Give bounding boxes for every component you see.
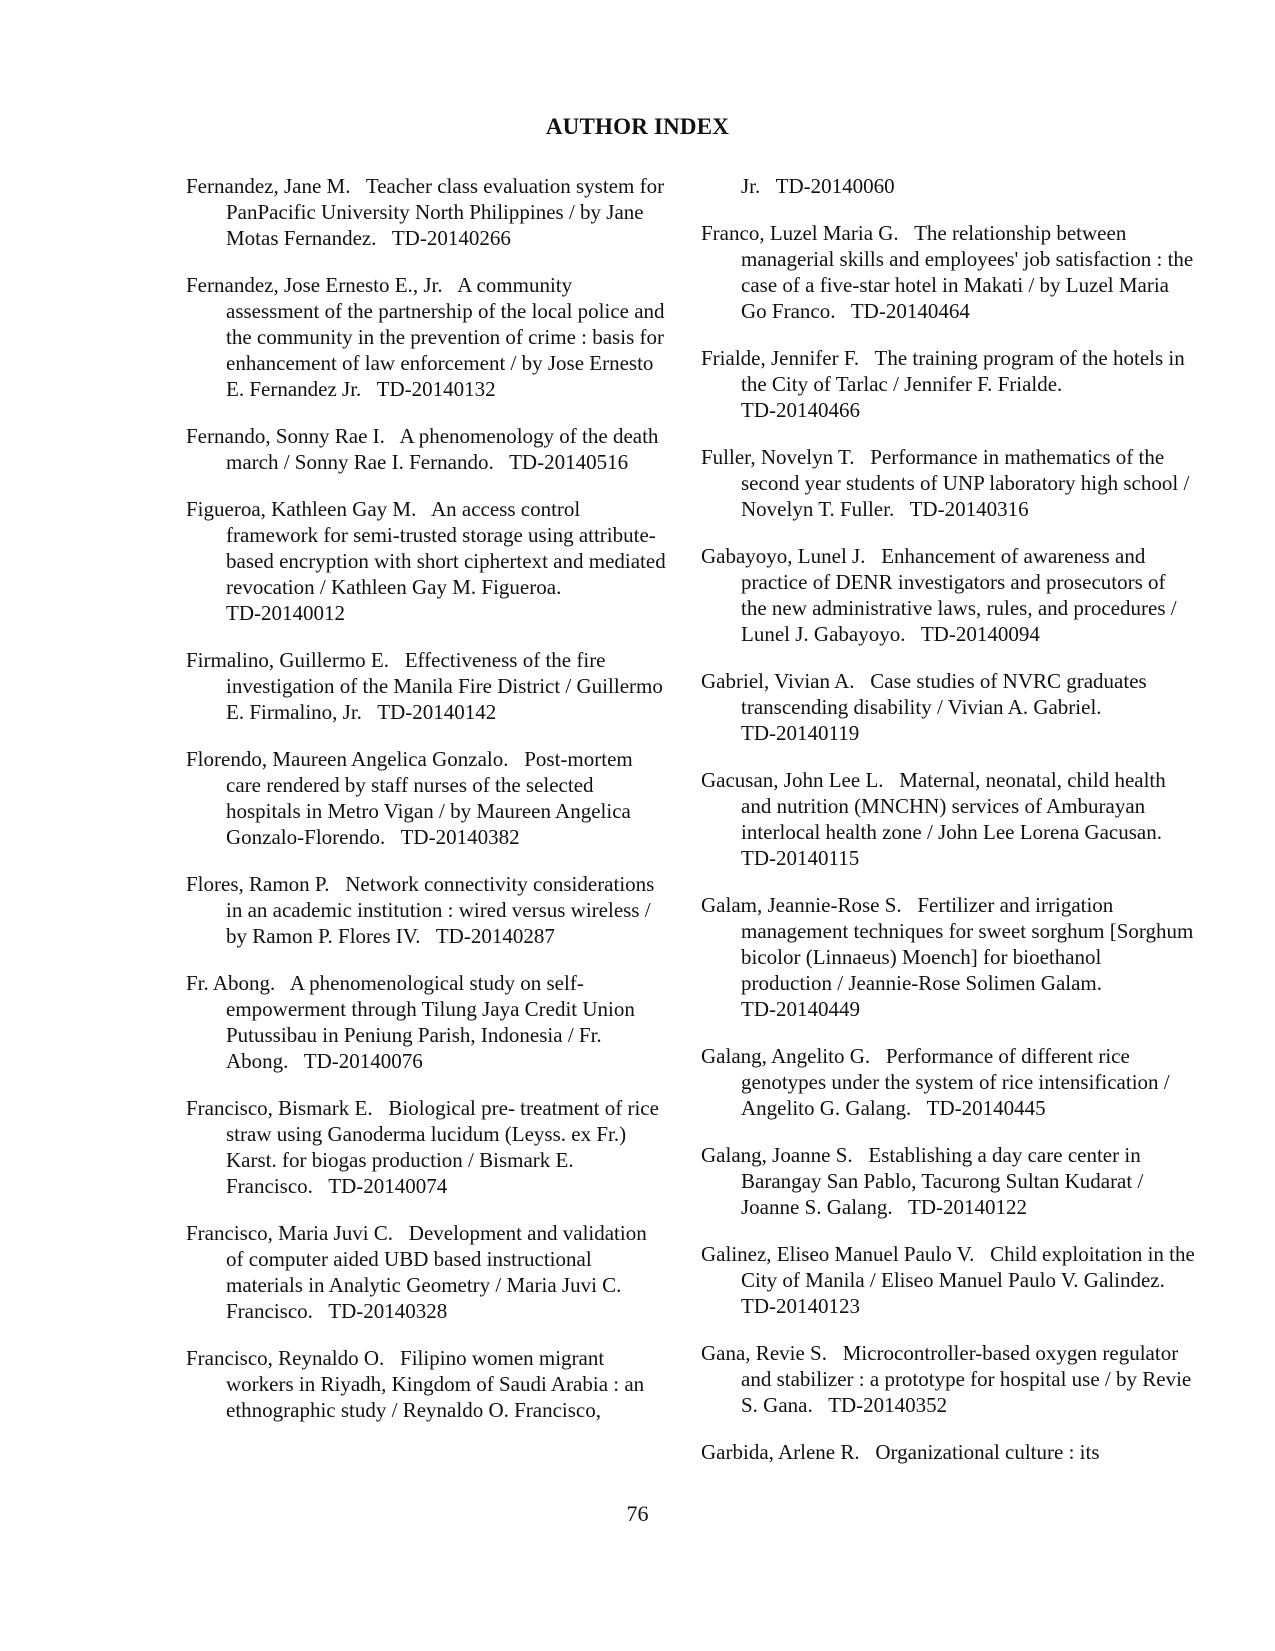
entry-title: The relationship between managerial skills and employees' job satisfaction : the case of a five-star hotel in Makati / by Luzel Maria Go Franco. <box>741 221 1194 323</box>
entry-author: Frialde, Jennifer F. <box>701 346 860 370</box>
entry-title: Enhancement of awareness and practice of DENR investigators and prosecutors of the new administrative laws, rules, and procedures / Lunel J. Gabayoyo. <box>741 544 1177 646</box>
index-entry <box>701 1241 1196 1319</box>
entry-code: TD-20140122 <box>908 1195 1028 1219</box>
page-number: 76 <box>626 1501 649 1526</box>
entry-code: TD-20140012 <box>226 601 345 625</box>
entry-author: Galang, Angelito G. <box>701 1044 871 1068</box>
index-entry <box>186 746 666 850</box>
entry-title: A community assessment of the partnership of the local police and the community in the prevention of crime : basis for enhancement of law enforcement / by Jose Ernesto E. Fernandez Jr. <box>226 273 665 401</box>
entry-code: TD-20140449 <box>741 997 860 1021</box>
entry-title: Organizational culture : its <box>875 1440 1100 1464</box>
index-entry <box>701 1043 1196 1121</box>
entry-code: TD-20140123 <box>741 1294 860 1318</box>
entry-code: TD-20140074 <box>328 1174 448 1198</box>
entry-author: Gana, Revie S. <box>701 1341 827 1365</box>
entry-title: An access control framework for semi-trusted storage using attribute-based encryption with short ciphertext and mediated revocation / Kathleen Gay M. Figueroa. <box>226 497 666 599</box>
entry-author: Gabriel, Vivian A. <box>701 669 855 693</box>
index-entry <box>186 871 666 949</box>
entry-author: Galam, Jeannie-Rose S. <box>701 893 902 917</box>
entry-author: Fernandez, Jose Ernesto E., Jr. <box>186 273 443 297</box>
entry-author: Francisco, Reynaldo O. <box>186 1346 385 1370</box>
entry-code: TD-20140382 <box>400 825 520 849</box>
entry-code: TD-20140316 <box>909 497 1029 521</box>
entry-title: Network connectivity considerations in an academic institution : wired versus wireless / by Ramon P. Flores IV. <box>226 872 655 948</box>
index-entry <box>186 1095 666 1199</box>
entry-code: TD-20140094 <box>920 622 1040 646</box>
entry-code: TD-20140060 <box>775 174 895 198</box>
entry-code: TD-20140445 <box>926 1096 1046 1120</box>
index-entry <box>701 345 1196 423</box>
entry-code: TD-20140466 <box>741 398 860 422</box>
index-entry <box>186 1220 666 1324</box>
entry-author: Garbida, Arlene R. <box>701 1440 860 1464</box>
index-entry-continuation <box>701 173 1196 199</box>
entry-author: Francisco, Bismark E. <box>186 1096 373 1120</box>
index-entry <box>701 444 1196 522</box>
entry-code: TD-20140328 <box>328 1299 448 1323</box>
entry-code: TD-20140076 <box>303 1049 423 1073</box>
entry-code: TD-20140287 <box>435 924 555 948</box>
entry-title: Fertilizer and irrigation management techniques for sweet sorghum [Sorghum bicolor (Linnaeus) Moench] for bioethanol production / Jeannie-Rose Solimen Galam. <box>741 893 1194 995</box>
entry-code: TD-20140119 <box>741 721 860 745</box>
entry-title: A phenomenological study on self-empowerment through Tilung Jaya Credit Union Putussibau in Peniung Parish, Indonesia / Fr. Abong. <box>226 971 635 1073</box>
index-entry <box>701 220 1196 324</box>
entry-title: Case studies of NVRC graduates transcending disability / Vivian A. Gabriel. <box>741 669 1147 719</box>
entry-author: Florendo, Maureen Angelica Gonzalo. <box>186 747 509 771</box>
entry-author: Franco, Luzel Maria G. <box>701 221 899 245</box>
continuation-text: Jr. <box>741 174 761 198</box>
index-entry <box>186 173 666 251</box>
index-entry <box>701 892 1196 1022</box>
entry-code: TD-20140352 <box>828 1393 948 1417</box>
entry-title: Effectiveness of the fire investigation of the Manila Fire District / Guillermo E. Firmalino, Jr. <box>226 648 663 724</box>
entry-title: Establishing a day care center in Barangay San Pablo, Tacurong Sultan Kudarat / Joanne S. Galang. <box>741 1143 1144 1219</box>
index-entry <box>186 423 666 475</box>
entry-author: Fernandez, Jane M. <box>186 174 351 198</box>
entry-title: A phenomenology of the death march / Sonny Rae I. Fernando. <box>226 424 659 474</box>
entry-title: Biological pre- treatment of rice straw using Ganoderma lucidum (Leyss. ex Fr.) Karst. for biogas production / Bismark E. Francisco. <box>226 1096 659 1198</box>
entry-title: Filipino women migrant workers in Riyadh, Kingdom of Saudi Arabia : an ethnographic study / Reynaldo O. Francisco, <box>226 1346 645 1422</box>
entry-code: TD-20140115 <box>741 846 860 870</box>
entry-author: Fernando, Sonny Rae I. <box>186 424 385 448</box>
page-title: AUTHOR INDEX <box>545 114 730 139</box>
right-column <box>701 173 1196 1486</box>
entry-title: Teacher class evaluation system for PanPacific University North Philippines / by Jane Motas Fernandez. <box>226 174 665 250</box>
entry-title: Maternal, neonatal, child health and nutrition (MNCHN) services of Amburayan interlocal health zone / John Lee Lorena Gacusan. <box>741 768 1166 844</box>
index-entry <box>701 767 1196 871</box>
entry-author: Fr. Abong. <box>186 971 276 995</box>
entry-title: The training program of the hotels in the City of Tarlac / Jennifer F. Frialde. <box>741 346 1185 396</box>
entry-author: Galang, Joanne S. <box>701 1143 853 1167</box>
entry-code: TD-20140142 <box>377 700 497 724</box>
entry-author: Flores, Ramon P. <box>186 872 330 896</box>
entry-author: Galinez, Eliseo Manuel Paulo V. <box>701 1242 975 1266</box>
entry-code: TD-20140266 <box>391 226 511 250</box>
index-entry <box>701 668 1196 746</box>
index-entry <box>186 272 666 402</box>
entry-title: Child exploitation in the City of Manila / Eliseo Manuel Paulo V. Galindez. <box>741 1242 1195 1292</box>
entry-author: Figueroa, Kathleen Gay M. <box>186 497 417 521</box>
entry-title: Performance in mathematics of the second year students of UNP laboratory high school / Novelyn T. Fuller. <box>741 445 1190 521</box>
entry-title: Post-mortem care rendered by staff nurses of the selected hospitals in Metro Vigan / by Maureen Angelica Gonzalo-Florendo. <box>226 747 633 849</box>
entry-author: Fuller, Novelyn T. <box>701 445 855 469</box>
index-entry <box>186 970 666 1074</box>
index-entry <box>701 1439 1196 1465</box>
entry-title: Performance of different rice genotypes under the system of rice intensification / Angelito G. Galang. <box>741 1044 1170 1120</box>
index-entry <box>701 1142 1196 1220</box>
entry-author: Gacusan, John Lee L. <box>701 768 884 792</box>
entry-author: Firmalino, Guillermo E. <box>186 648 389 672</box>
entry-code: TD-20140464 <box>850 299 970 323</box>
left-column <box>186 173 666 1444</box>
index-entry <box>186 496 666 626</box>
index-entry <box>186 647 666 725</box>
index-entry <box>186 1345 666 1423</box>
entry-code: TD-20140516 <box>509 450 629 474</box>
entry-author: Francisco, Maria Juvi C. <box>186 1221 394 1245</box>
entry-title: Development and validation of computer aided UBD based instructional materials in Analytic Geometry / Maria Juvi C. Francisco. <box>226 1221 647 1323</box>
entry-code: TD-20140132 <box>376 377 496 401</box>
entry-author: Gabayoyo, Lunel J. <box>701 544 866 568</box>
index-entry <box>701 1340 1196 1418</box>
entry-title: Microcontroller-based oxygen regulator and stabilizer : a prototype for hospital use / by Revie S. Gana. <box>741 1341 1192 1417</box>
index-entry <box>701 543 1196 647</box>
